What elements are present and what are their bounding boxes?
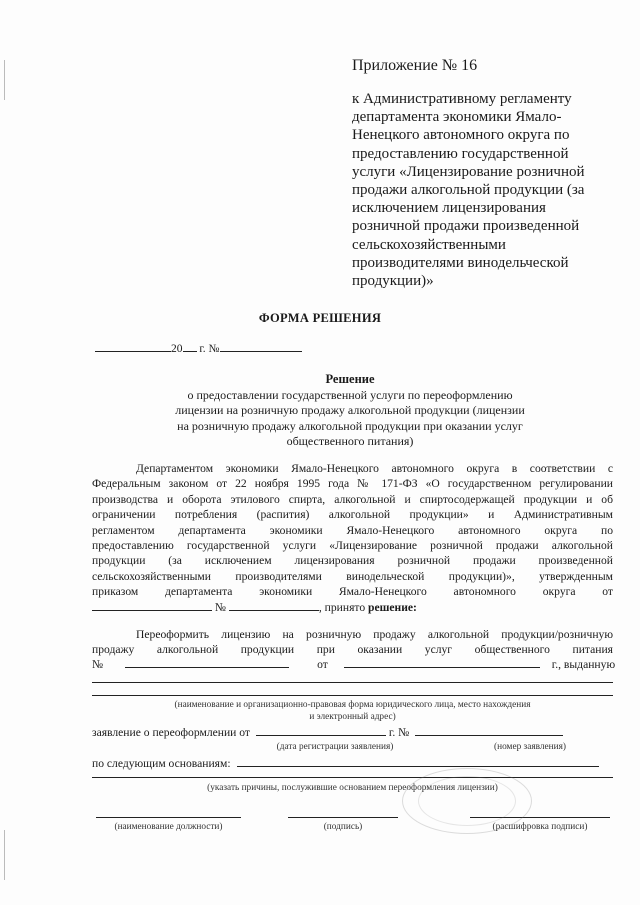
appendix-line: продукции)» [352, 273, 434, 290]
license-number-blank[interactable] [125, 657, 289, 668]
order-no-label: № [212, 600, 229, 614]
appendix-line: исключением лицензирования [352, 200, 546, 217]
grounds-blank[interactable] [237, 756, 599, 767]
decision-heading [80, 372, 620, 450]
decision-word: решение: [368, 600, 417, 614]
appendix-line: розничной продажи произведенной [352, 218, 580, 235]
grounds-row [92, 756, 613, 770]
body-line-last [92, 584, 613, 599]
org-caption-line: (наименование и организационно-правовая форма юридического лица, место нахождения [174, 700, 531, 710]
form-title: ФОРМА РЕШЕНИЯ [258, 311, 382, 325]
order-date-blank[interactable] [92, 600, 212, 611]
body-line: Переоформить лицензию на розничную продажу алкогольной продукции/розничную [136, 628, 613, 641]
body-line: производства и оборота этилового спирта, алкогольной и спиртосодержащей продукции и об [92, 492, 613, 506]
org-line-2[interactable] [92, 695, 613, 696]
appendix-line: услуги «Лицензирование розничной [352, 163, 585, 180]
appendix-line: сельскохозяйственными [352, 236, 506, 253]
application-row [92, 725, 613, 739]
grounds-label: по следующим основаниям: [92, 757, 231, 770]
body-line: предоставлению государственной услуги «Лицензирование розничной продажи алкогольной [92, 539, 613, 553]
decision-line: на розничную продажу алкогольной продукции при оказании услуг [177, 418, 523, 433]
appendix-line: предоставлению государственной [352, 145, 569, 162]
body-line: продукции (за исключением лицензирования розничной продажи произведенной [92, 554, 613, 568]
signature-line[interactable] [288, 817, 398, 818]
order-text: приказом департамента экономики Ямало-Ненецкого автономного округа от [92, 585, 613, 599]
date-blank[interactable] [95, 341, 171, 352]
application-date-blank[interactable] [256, 725, 386, 736]
appendix-text [352, 90, 602, 290]
order-number-blank[interactable] [229, 600, 319, 611]
license-issued-label: г., выданную [551, 658, 616, 671]
position-line[interactable] [96, 817, 241, 818]
number-blank[interactable] [220, 341, 302, 352]
order-blanks-line [92, 600, 613, 615]
decision-line: общественного питания) [286, 434, 414, 448]
scan-edge-mark [4, 60, 5, 100]
appendix-block [352, 57, 602, 290]
reg-no-caption: (номер заявления) [494, 742, 566, 752]
org-caption [92, 700, 613, 723]
faint-seal-stamp-inner [418, 776, 516, 826]
appendix-line: департамента экономики Ямало- [352, 109, 562, 126]
body-line: регламентом департамента экономики Ямало-Ненецкого автономного округа по [92, 523, 613, 537]
application-number-blank[interactable] [415, 725, 563, 736]
body-line: Департаментом экономики Ямало-Ненецкого автономного округа в соответствии с [136, 462, 613, 475]
decision-title: Решение [325, 372, 375, 386]
grounds-line-2[interactable] [92, 777, 613, 778]
appendix-line: к Административному регламенту [352, 91, 572, 107]
position-caption: (наименование должности) [114, 822, 223, 832]
appendix-number: Приложение № 16 [352, 57, 478, 74]
year-suffix: г. № [196, 343, 220, 355]
body-line: ограничении потребления (распития) алкогольной продукции» и Административным [92, 508, 613, 522]
license-no-label: № [92, 658, 104, 671]
license-date-blank[interactable] [344, 657, 540, 668]
license-ot-label: от [317, 658, 328, 671]
date-number-line [95, 341, 302, 355]
org-line-1[interactable] [92, 682, 613, 683]
body-line: Федеральным законом от 22 ноября 1995 года № 171-ФЗ «О государственном регулировании [92, 477, 613, 491]
body-paragraph-1 [92, 461, 613, 615]
decision-line: лицензии на розничную продажу алкогольной продукции (лицензии [175, 403, 525, 417]
reasons-caption: (указать причины, послужившие основанием переоформления лицензии) [207, 783, 498, 793]
appendix-line: Ненецкого автономного округа по [352, 127, 570, 144]
application-label: заявление о переоформлении от [92, 726, 250, 739]
decision-made-text: , принято [318, 600, 369, 614]
application-no-label: г. № [385, 726, 410, 739]
org-caption-line: и электронный адрес) [309, 711, 396, 722]
appendix-line: производителями винодельческой [352, 254, 569, 271]
appendix-line: продажи алкогольной продукции (за [352, 182, 585, 199]
body-paragraph-2 [92, 627, 613, 658]
year-prefix: 20 [171, 343, 183, 355]
body-line: продажу алкогольной продукции при оказании услуг общественного питания [92, 643, 613, 657]
year-blank[interactable] [183, 341, 197, 352]
decode-caption: (расшифровка подписи) [492, 822, 588, 832]
sign-caption: (подпись) [323, 822, 363, 832]
scan-edge-mark [4, 830, 5, 880]
decision-line: о предоставлении государственной услуги по переоформлению [187, 387, 513, 402]
body-line: сельскохозяйственными производителями винодельческой продукции)», утвержденным [92, 569, 613, 583]
license-number-row [92, 657, 616, 671]
reg-date-caption: (дата регистрации заявления) [276, 742, 394, 752]
